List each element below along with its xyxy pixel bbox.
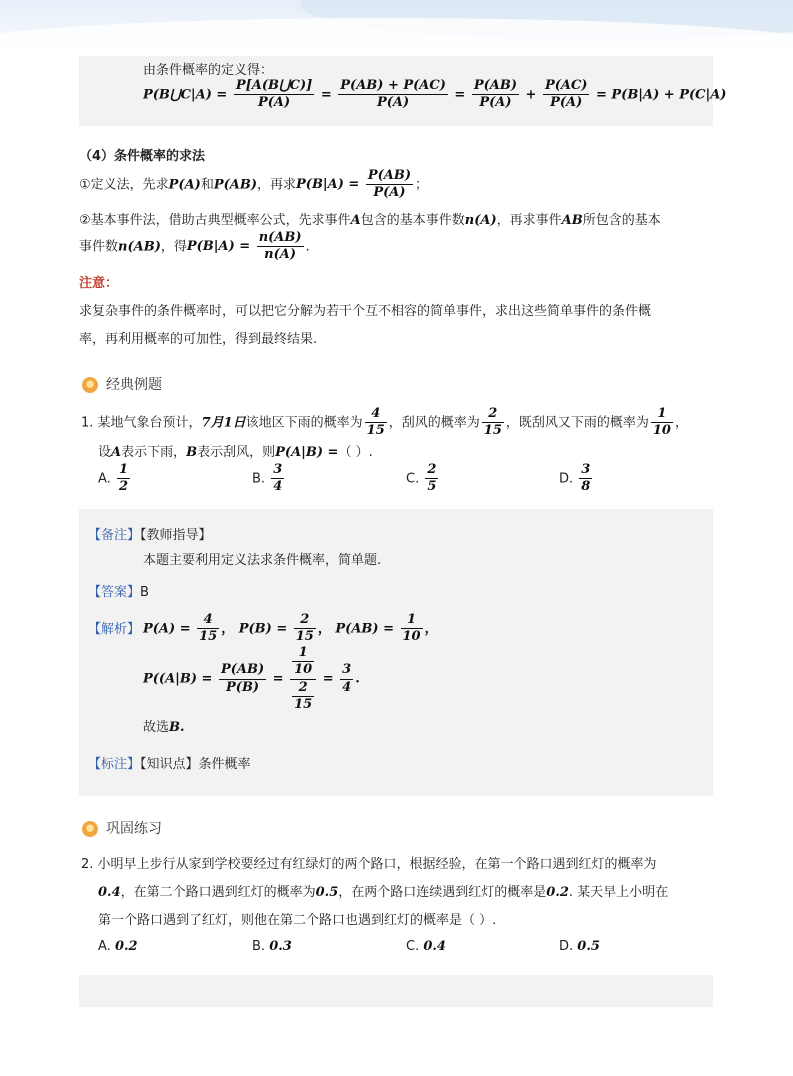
header-banner xyxy=(0,0,793,58)
note-line-1: 求复杂事件的条件概率时，可以把它分解为若干个互不相容的简单事件，求出这些简单事件的条件概 xyxy=(79,304,652,319)
q2-option-c[interactable]: C. 0.4 xyxy=(406,939,446,954)
derivation-formula: P(B⋃C|A) = $\frac{P[A(B⋃C)]}{P(A)}$ = $\frac{P(AB) + P(AC)}{P(A)}$ = $\frac{P(AB)}{P(A)}$ + $\frac{P(AC)}{P(A)}$ = P(B|A) + P(C|A) xyxy=(143,78,727,111)
note-line-2: 率，再利用概率的可加性，得到最终结果. xyxy=(79,332,318,347)
option-c[interactable]: C. $\frac{2}{5}$ xyxy=(406,462,437,495)
question-2-line1: 2. 小明早上步行从家到学校要经过有红绿灯的两个路口，根据经验，在第一个路口遇到红灯的概率为 xyxy=(81,857,657,872)
remark-row: 【备注】【教师指导】 xyxy=(88,528,212,543)
note-label: 注意： xyxy=(79,276,119,291)
question-2-line3: 第一个路口遇到了红灯，则他在第二个路口也遇到红灯的概率是（ ）. xyxy=(98,913,497,928)
derivation-intro: 由条件概率的定义得： xyxy=(143,63,274,78)
method-1: ①定义法，先求P(A)和P(AB)，再求P(B|A) = $\frac{P(AB)}{P(A)}$ ； xyxy=(79,168,429,201)
q2-option-d[interactable]: D. 0.5 xyxy=(559,939,600,954)
question-2-line2: 0.4，在第二个路口遇到红灯的概率为0.5，在两个路口连续遇到红灯的概率是0.2. 某天早上小明在 xyxy=(98,885,669,900)
q2-option-b[interactable]: B. 0.3 xyxy=(252,939,292,954)
q2-option-a[interactable]: A. 0.2 xyxy=(98,939,138,954)
explain-tag: 【解析】 xyxy=(88,622,141,637)
mark-row: 【标注】【知识点】条件概率 xyxy=(88,757,251,772)
explain-line-1: P(A) = $\frac{4}{15}$ ， P(B) = $\frac{2}{15}$ ， P(AB) = $\frac{1}{10}$ ， xyxy=(143,612,438,645)
option-d[interactable]: D. $\frac{3}{8}$ xyxy=(559,462,591,495)
answer-row: 【答案】B xyxy=(88,585,149,600)
question-1-line1: 1. 某地气象台预计，7月1日该地区下雨的概率为 $\frac{4}{15}$ ，刮风的概率为 $\frac{2}{15}$ ，既刮风又下雨的概率为 $\frac{1}{10}$ ， xyxy=(81,406,688,439)
question-1-line2: 设A表示下雨，B表示刮风，则P(A|B) =（ ）. xyxy=(98,445,373,460)
practice-header: 巩固练习 xyxy=(82,818,162,838)
remark-text: 本题主要利用定义法求条件概率，简单题. xyxy=(143,553,382,568)
section-4-title: （4）条件概率的求法 xyxy=(79,149,206,164)
explain-line-2: P((A|B) = $\frac{P(AB)}{P(B)}$ = $\frac{\frac{1}{10}}{\frac{2}{15}}$ = $\frac{3}{4}$ . xyxy=(143,645,360,712)
method-2-line1: ②基本事件法，借助古典型概率公式，先求事件A包含的基本事件数n(A)，再求事件AB所包含的基本 xyxy=(79,213,661,228)
lightbulb-icon xyxy=(82,821,98,837)
lightbulb-icon xyxy=(82,377,98,393)
conclusion: 故选B. xyxy=(143,720,185,735)
examples-header: 经典例题 xyxy=(82,374,162,394)
method-2-line2: 事件数n(AB)，得P(B|A) = $\frac{n(AB)}{n(A)}$ . xyxy=(79,230,310,263)
option-b[interactable]: B. $\frac{3}{4}$ xyxy=(252,462,283,495)
option-a[interactable]: A. $\frac{1}{2}$ xyxy=(98,462,128,495)
answer-box-empty xyxy=(79,975,713,1007)
